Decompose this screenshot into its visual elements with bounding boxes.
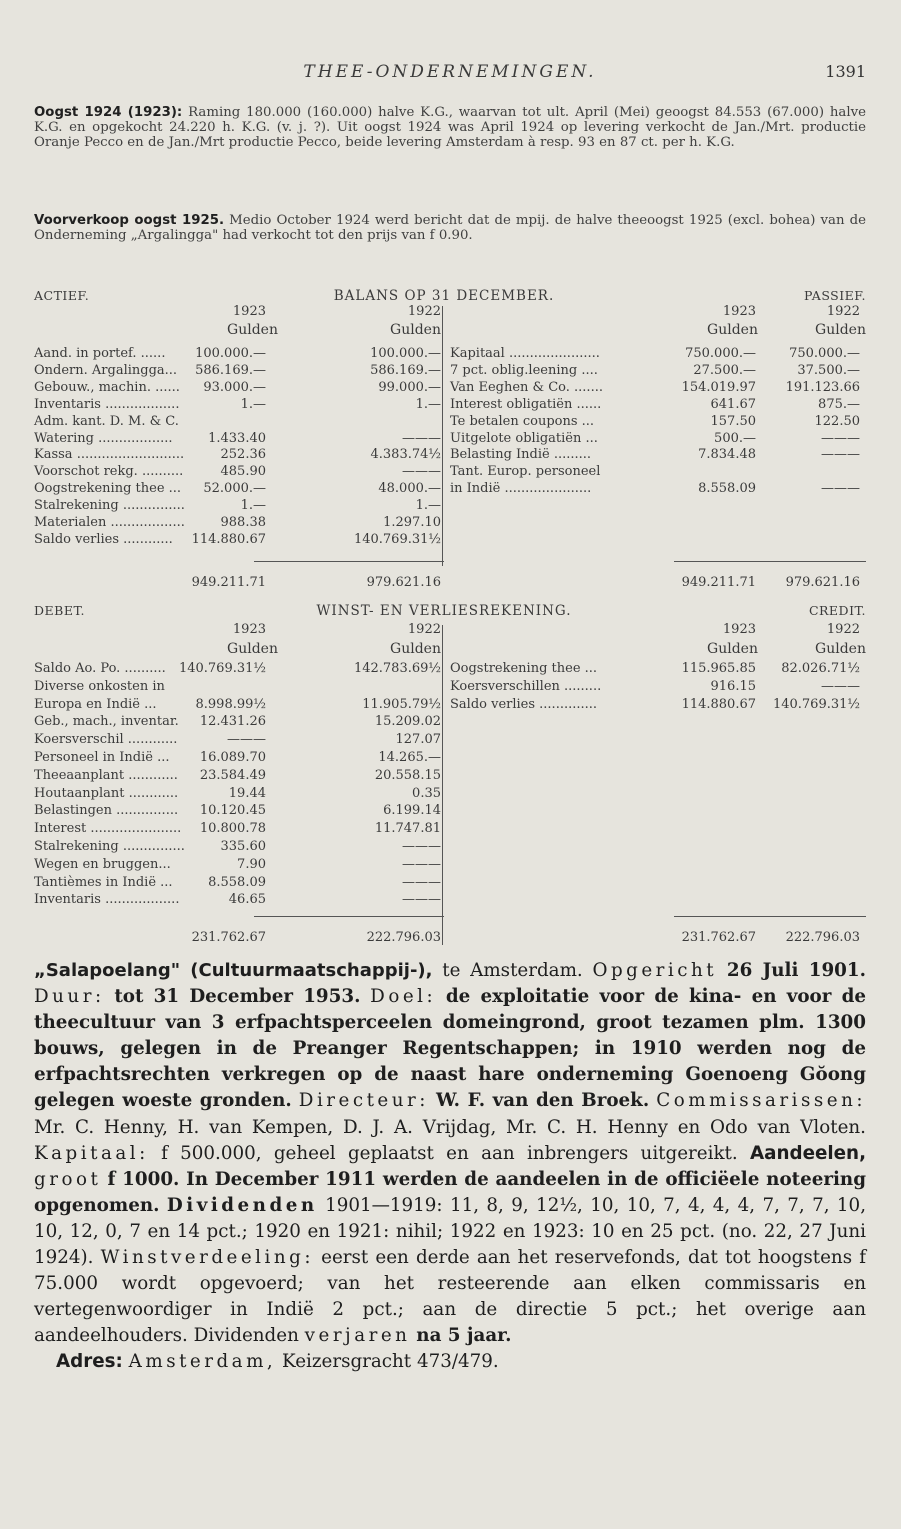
table-row [34,414,866,429]
balance-sheet [34,288,866,598]
adres-city: Amsterdam, [128,1351,277,1373]
value-right-1923: 115.965.85 [681,661,756,676]
value-1922: 0.35 [412,785,441,801]
value-1923: 12.431.26 [199,714,266,730]
table-row [34,346,866,361]
row-label: Tantièmes in Indië ... [34,874,173,890]
value-right-1923: 157.50 [710,413,756,429]
value-1923: 252.36 [220,447,266,463]
row-label: Inventaris .................. [34,892,180,908]
table-row [34,750,866,765]
profit-loss-heading [34,603,866,619]
value-1922: 142.783.69½ [353,661,441,676]
row-label: Stalrekening ............... [34,839,185,854]
col-year-1922: 1922 [407,622,441,637]
value-1922: 4.383.74½ [370,447,441,463]
oogst-text: Raming 180.000 (160.000) halve K.G., waarvan tot ult. April (Mei) geoogst 84.553 (67.000) halve K.G. en opgekocht 24.220 h. K.G. (v. j. ?). Uit oogst 1924 was April 1924 op levering verkocht de Jan./Mrt. productie Oranje Pecco en de Jan./Mrt productie Pecco, beide levering Amsterdam à resp. 93 en 87 ct. per h. K.G. [34,105,866,150]
row-label: Diverse onkosten in [34,678,165,694]
voorverkoop-text: Medio October 1924 werd bericht dat de mpij. de halve theeoogst 1925 (excl. bohea) van de Onderneming „Argalingga" had verkocht tot den prijs van f 0.90. [34,213,866,243]
total-passief-1923: 949.211.71 [681,575,756,590]
table-row [34,532,866,547]
value-right-1923: 8.558.09 [698,481,756,497]
col-unit: Gulden [390,641,441,657]
table-row [34,661,866,676]
aandeelen-label: Aandeelen, [750,1142,867,1164]
kapitaal-text: f 500.000, geheel geplaatst en aan inbrengers uitgereikt. [161,1142,738,1164]
value-1923: 485.90 [220,464,266,480]
value-right-1923: 750.000.— [685,346,756,361]
value-right-1922: ——— [821,481,860,497]
total-1922: 222.796.03 [366,930,441,945]
table-row [34,768,866,783]
row-label: Wegen en bruggen... [34,856,171,872]
table-row [34,892,866,907]
commissarissen-label: Commissarissen: [656,1090,867,1112]
passief-label: PASSIEF. [804,288,866,303]
opgericht-date: 26 Juli 1901. [726,960,866,981]
value-right-1922: 37.500.— [797,362,860,378]
total-passief-1922: 979.621.16 [785,575,860,590]
value-right-1923: 641.67 [710,396,756,412]
total-rule [254,916,444,917]
row-label: Adm. kant. D. M. & C. [34,413,179,429]
kapitaal-label: Kapitaal: [34,1142,149,1164]
col-unit: Gulden [707,322,758,338]
row-label-right: Uitgelote obligatiën ... [450,430,598,446]
value-1923: 8.998.99½ [195,696,266,712]
value-1923: 114.880.67 [191,531,266,547]
value-right-1922: 191.123.66 [785,379,860,395]
table-row [34,380,866,395]
row-label-right: 7 pct. oblig.leening .... [450,362,598,378]
row-label: Europa en Indië ... [34,696,157,712]
value-1923: 7.90 [237,856,266,872]
adres-label: Adres: [56,1351,123,1373]
page-number: 1391 [825,62,866,81]
value-right-1923: 500.— [714,430,756,446]
value-1923: 19.44 [228,785,266,801]
table-row [34,697,866,712]
value-1923: 16.089.70 [199,750,266,765]
value-1923: 52.000.— [203,481,266,497]
value-right-1923: 916.15 [710,678,756,694]
col-unit: Gulden [227,641,278,657]
value-1922: 140.769.31½ [353,531,441,547]
col-unit: Gulden [815,641,866,657]
credit-label: CREDIT. [808,603,866,618]
total-rule [674,916,866,917]
table-row [34,464,866,479]
value-right-1923: 7.834.48 [698,447,756,463]
row-label: Oogstrekening thee ... [34,481,182,497]
row-label-right: Van Eeghen & Co. ....... [450,379,603,395]
value-1923: 93.000.— [203,379,266,395]
row-label: Theeaanplant ............ [34,767,178,783]
col-unit: Gulden [707,641,758,657]
row-label-right: Saldo verlies .............. [450,696,598,712]
table-row [34,397,866,412]
winstverdeeling-label: Winstverdeeling: [100,1247,314,1269]
table-row [34,786,866,801]
value-1923: 10.120.45 [199,803,266,819]
page-header [34,62,866,86]
row-label: Voorschot rekg. .......... [34,464,184,480]
voorverkoop-label: Voorverkoop oogst 1925. [34,213,225,228]
adres-text: Keizersgracht 473/479. [282,1351,499,1373]
row-label-right: Tant. Europ. personeel [450,464,601,480]
value-right-1922: 82.026.71½ [781,661,860,676]
balance-heading [34,288,866,304]
row-label: Personeel in Indië ... [34,750,170,765]
duur-label: Duur: [34,986,105,1008]
table-row [34,515,866,530]
value-1923: 335.60 [220,839,266,854]
table-row [34,679,866,694]
value-1923: ——— [227,732,266,748]
value-right-1922: ——— [821,447,860,463]
value-right-1923: 114.880.67 [681,696,756,712]
row-label-right: Oogstrekening thee ... [450,661,598,676]
total-1922: 979.621.16 [366,575,441,590]
value-right-1922: ——— [821,430,860,446]
col-year-1923-right: 1923 [722,304,756,319]
row-label: Watering .................. [34,430,173,446]
aandeelen-groot: groot [34,1168,102,1190]
value-1923: 1.433.40 [208,430,266,446]
table-row [34,498,866,513]
value-1923: 100.000.— [195,346,266,361]
table-row [34,447,866,462]
table-row [34,363,866,378]
row-label: Interest ...................... [34,821,182,837]
col-year-1922-right: 1922 [826,622,860,637]
dividenden-label: Dividenden [166,1194,318,1216]
value-1922: 11.747.81 [374,821,441,837]
value-1922: 20.558.15 [374,767,441,783]
col-year-1923: 1923 [232,304,266,319]
value-1923: 8.558.09 [208,874,266,890]
value-1922: 48.000.— [378,481,441,497]
commissarissen-names: Mr. C. Henny, H. van Kempen, D. J. A. Vrijdag, Mr. C. H. Henny en Odo van Vloten. [34,1116,866,1138]
verjaren-text: na 5 jaar. [416,1325,512,1347]
col-year-1923: 1923 [232,622,266,637]
value-1922: 127.07 [395,732,441,748]
value-right-1923: 154.019.97 [681,379,756,395]
row-label: Stalrekening ............... [34,498,185,514]
value-1923: 140.769.31½ [178,661,266,676]
total-1923: 949.211.71 [191,575,266,590]
col-unit: Gulden [227,322,278,338]
total-credit-1923: 231.762.67 [681,930,756,945]
table-row [34,714,866,729]
total-rule [674,561,866,562]
table-row [34,857,866,872]
value-1922: 586.169.— [370,362,441,378]
table-row [34,875,866,890]
row-label-right: Te betalen coupons ... [450,413,595,429]
value-1923: 1.— [240,498,266,514]
row-label: Saldo verlies ............ [34,531,173,547]
row-label: Ondern. Argalingga... [34,362,178,378]
company-entry [34,958,866,1376]
value-1922: ——— [402,839,441,854]
running-title: THEE-ONDERNEMINGEN. [303,62,597,82]
col-unit: Gulden [390,322,441,338]
value-1923: 23.584.49 [199,767,266,783]
doel-label: Doel: [370,986,437,1008]
aandeelen-text: f 1000. In December 1911 werden de aandeelen in de officiëele noteering opgenomen. [34,1168,866,1216]
total-credit-1922: 222.796.03 [785,930,860,945]
winstverdeeling-text: eerst een derde aan het reservefonds, dat tot hoogstens f 75.000 wordt opgevoerd; van het resteerende aan elken commissaris en vertegenwoordiger in Indië 2 pct.; aan de directie 5 pct.; het overige aan aandeelhouders. Dividenden [34,1247,866,1347]
directeur-name: W. F. van den Broek. [435,1090,650,1112]
value-1922: ——— [402,430,441,446]
directeur-label: Directeur: [298,1090,429,1112]
value-right-1922: 750.000.— [789,346,860,361]
row-label-right: Koersverschillen ......... [450,678,602,694]
table-row [34,839,866,854]
company-city: te Amsterdam. [442,960,583,981]
row-label: Materialen .................. [34,515,185,530]
row-label: Houtaanplant ............ [34,785,179,801]
row-label: Gebouw., machin. ...... [34,379,180,395]
col-year-1923-right: 1923 [722,622,756,637]
table-row [34,431,866,446]
total-1923: 231.762.67 [191,930,266,945]
row-label: Koersverschil ............ [34,732,178,748]
value-1922: 6.199.14 [383,803,441,819]
row-label: Inventaris .................. [34,396,180,412]
oogst-label: Oogst 1924 (1923): [34,105,183,120]
table-row [34,481,866,496]
doel-text: de exploitatie voor de kina- en voor de theecultuur van 3 erfpachtsperceelen domeingrond, groot tezamen plm. 1300 bouws, gelegen in de Preanger Regentschappen; in 1910 werden nog de erfpachtsrechten verkregen op de naast hare onderneming Goenoeng Gŏong gelegen woeste gronden. [34,986,867,1112]
value-1922: ——— [402,892,441,908]
row-label-right: Interest obligatiën ...... [450,396,602,412]
value-right-1923: 27.500.— [693,362,756,378]
opgericht-label: Opgericht [592,960,718,981]
value-right-1922: ——— [821,678,860,694]
value-1923: 1.— [240,396,266,412]
debet-label: DEBET. [34,603,85,618]
dividenden-text: 1901—1919: 11, 8, 9, 12½, 10, 10, 7, 4, 4, 4, 7, 7, 7, 10, 10, 12, 0, 7 en 14 pct.; 1920 en 1921: nihil; 1922 en 1923: 10 en 25 pct. (no. 22, 27 Juni 1924). [34,1194,866,1269]
value-right-1922: 140.769.31½ [772,696,860,712]
voorverkoop-paragraph [34,213,866,243]
row-label-right: Belasting Indië ......... [450,447,592,463]
value-1923: 586.169.— [195,362,266,378]
value-1922: 15.209.02 [374,714,441,730]
oogst-paragraph [34,105,866,150]
duur-text: tot 31 December 1953. [114,986,361,1008]
verjaren-label: verjaren [304,1325,411,1347]
balance-title: BALANS OP 31 DECEMBER. [333,288,555,304]
value-right-1922: 875.— [818,396,860,412]
value-1922: ——— [402,464,441,480]
row-label-right: Kapitaal ...................... [450,346,600,361]
total-rule [254,561,444,562]
value-1922: 1.297.10 [383,515,441,530]
value-1922: 14.265.— [378,750,441,765]
value-1923: 10.800.78 [199,821,266,837]
value-right-1922: 122.50 [814,413,860,429]
row-label: Geb., mach., inventar. [34,714,179,730]
row-label: Kassa .......................... [34,447,185,463]
row-label: Saldo Ao. Po. .......... [34,661,166,676]
value-1922: 1.— [415,396,441,412]
value-1923: 46.65 [228,892,266,908]
value-1922: ——— [402,856,441,872]
col-year-1922: 1922 [407,304,441,319]
company-name: „Salapoelang" (Cultuurmaatschappij-), [34,960,433,981]
profit-loss-title: WINST- EN VERLIESREKENING. [316,603,572,619]
row-label: Aand. in portef. ...... [34,346,166,361]
row-label: Belastingen ............... [34,803,179,819]
value-1922: 11.905.79½ [362,696,441,712]
col-year-1922-right: 1922 [826,304,860,319]
value-1922: 1.— [415,498,441,514]
col-unit: Gulden [815,322,866,338]
profit-loss-totals [34,930,866,946]
balance-totals [34,575,866,591]
profit-loss-account [34,603,866,949]
table-row [34,821,866,836]
value-1922: 100.000.— [370,346,441,361]
actief-label: ACTIEF. [34,288,90,303]
table-row [34,803,866,818]
value-1922: 99.000.— [378,379,441,395]
row-label-right: in Indië ..................... [450,481,592,497]
value-1922: ——— [402,874,441,890]
table-row [34,732,866,747]
value-1923: 988.38 [220,515,266,530]
